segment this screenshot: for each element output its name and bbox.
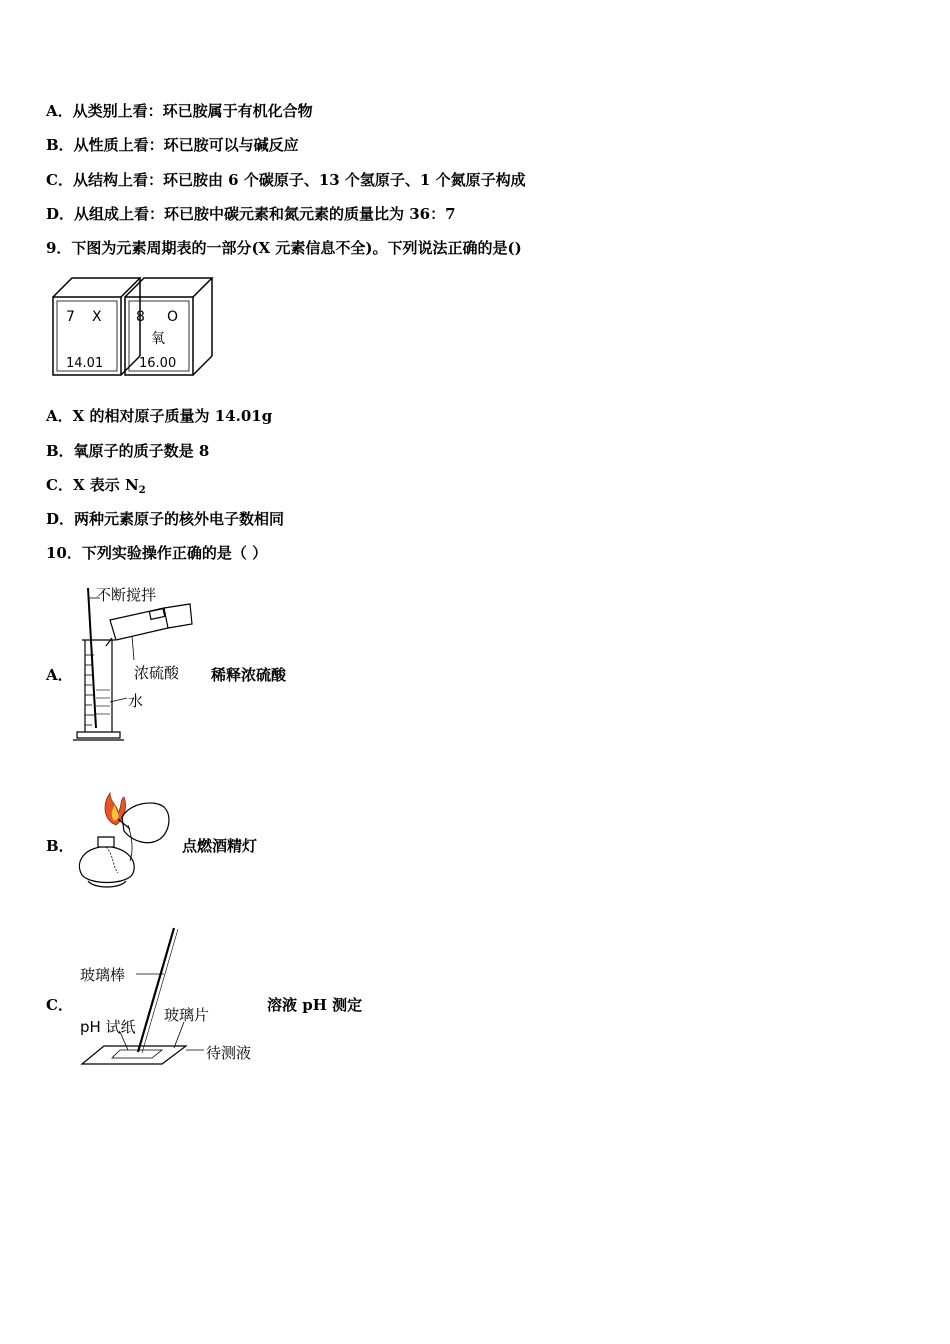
label-rod: 玻璃棒 [80,966,126,984]
q9-option-c-text: C．X 表示 N [46,476,139,494]
q10-stem: 10．下列实验操作正确的是（ ） [46,544,268,562]
q10-option-c-caption: 溶液 pH 测定 [267,996,363,1014]
q10-option-a-caption: 稀释浓硫酸 [211,666,287,684]
q10-option-c-letter: C． [46,996,73,1014]
label-paper: pH 试纸 [80,1018,136,1036]
q8-option-c: C．从结构上看：环已胺由 6 个碳原子、13 个氢原子、1 个氮原子构成 [46,171,526,189]
q9-option-c [46,475,146,501]
q10-option-b-caption: 点燃酒精灯 [182,837,258,855]
lower-lamp [79,847,134,883]
ph-paper [112,1050,162,1058]
stirring-rod [88,588,96,728]
dilution-figure [72,580,202,745]
q10-option-a-letter: A． [46,666,73,684]
q9-stem: 9．下图为元素周期表的一部分(X 元素信息不全)。下列说法正确的是() [46,239,522,257]
cell-o-symbol: O [167,309,179,325]
q8-option-b: B．从性质上看：环已胺可以与碱反应 [46,136,299,154]
cell-o-name: 氧 [151,331,165,347]
cell-x-mass: 14.01 [66,356,104,371]
ph-test-figure [76,922,276,1072]
cell-o-mass: 16.00 [139,356,177,371]
label-liquid: 待测液 [206,1044,252,1062]
label-plate: 玻璃片 [164,1006,210,1024]
cell-x-symbol: X [92,309,102,325]
q9-option-a: A．X 的相对原子质量为 14.01g [46,407,273,425]
q8-option-a: A．从类别上看：环已胺属于有机化合物 [46,102,313,120]
alcohol-lamp-figure [74,785,174,895]
q9-option-d: D．两种元素原子的核外电子数相同 [46,510,285,528]
label-water: 水 [128,692,144,710]
cell-x-number: 7 [66,309,75,325]
q8-option-d: D．从组成上看：环已胺中碳元素和氮元素的质量比为 36：7 [46,205,456,223]
q9-option-b: B．氧原子的质子数是 8 [46,442,210,460]
glass-plate [82,1046,186,1064]
periodic-table-figure [50,275,215,380]
label-acid: 浓硫酸 [134,664,180,682]
tilted-lamp [122,803,169,843]
q10-option-b-letter: B． [46,837,74,855]
cell-o-number: 8 [136,309,145,325]
q9-option-c-subscript: 2 [138,485,146,496]
glass-rod [138,928,174,1052]
acid-bottle [110,608,168,640]
label-stir: 不断搅拌 [96,586,157,604]
